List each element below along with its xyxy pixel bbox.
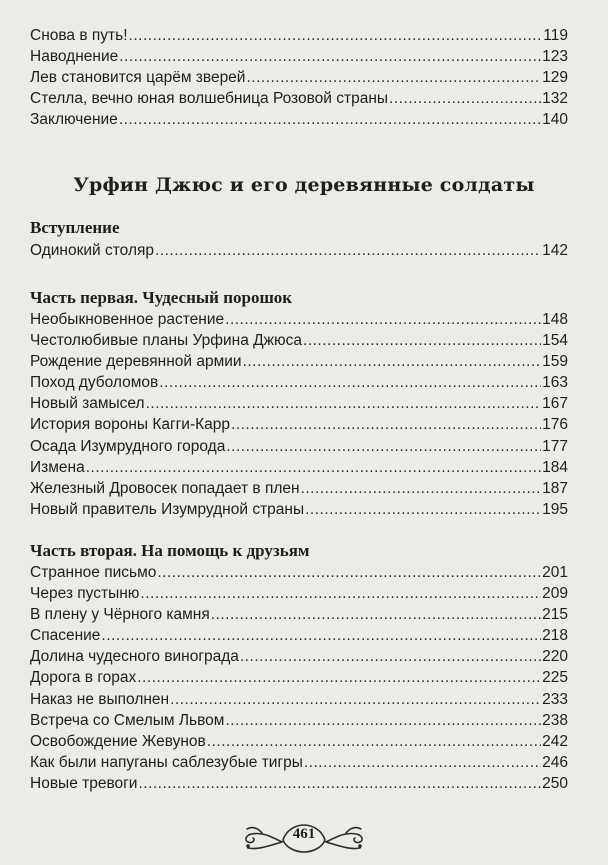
toc-entry-page: 225 <box>542 669 568 687</box>
toc-entry <box>30 604 568 625</box>
toc-leader-dots <box>243 351 542 372</box>
toc-leader-dots <box>231 414 541 435</box>
toc-entry-page: 142 <box>542 242 568 259</box>
part1-heading: Часть первая. Чудесный порошок <box>30 288 293 307</box>
toc-entry-title: Заключение <box>30 111 118 129</box>
toc-entry <box>30 731 568 752</box>
page-number: 461 <box>292 826 316 842</box>
toc-entry <box>30 499 568 520</box>
toc-entry <box>30 372 568 393</box>
toc-leader-dots <box>207 731 541 752</box>
toc-entry-page: 218 <box>542 627 568 645</box>
toc-leader-dots <box>129 25 543 46</box>
toc-entry-page: 233 <box>542 690 568 708</box>
toc-entry <box>30 393 568 414</box>
toc-entry-title: Честолюбивые планы Урфина Джюса <box>30 332 303 350</box>
toc-entry <box>30 773 568 794</box>
toc-leader-dots <box>226 436 541 457</box>
toc-entry <box>30 25 568 46</box>
toc-entry-page: 187 <box>542 479 568 497</box>
toc-entry-title: История вороны Кагги-Карр <box>30 416 231 434</box>
toc-entry <box>30 667 568 688</box>
toc-entry-title: Осада Изумрудного города <box>30 437 226 455</box>
toc-leader-dots <box>159 372 541 393</box>
toc-entry-title: Необыкновенное растение <box>30 311 225 328</box>
toc-entry <box>30 351 568 372</box>
toc-entry-title: В плену у Чёрного камня <box>30 606 210 624</box>
toc-entry-title: Железный Дровосек попадает в плен <box>30 479 300 497</box>
toc-entry <box>30 414 568 435</box>
toc-entry-title: Рождение деревянной армии <box>30 353 242 371</box>
toc-entry-title: Стелла, вечно юная волшебница Розовой страны <box>30 90 389 108</box>
toc-entry <box>30 46 568 67</box>
toc-entry <box>30 710 568 731</box>
toc-leader-dots <box>119 46 541 67</box>
toc-entry-page: 163 <box>542 374 568 392</box>
toc-entry-page: 154 <box>542 332 568 350</box>
toc-leader-dots <box>138 773 541 794</box>
toc-entry <box>30 478 568 499</box>
toc-list-top <box>30 25 568 130</box>
toc-entry-page: 215 <box>542 606 568 624</box>
toc-entry-title: Через пустыню <box>30 585 140 603</box>
toc-entry-title: Как были напуганы саблезубые тигры <box>30 753 303 771</box>
toc-entry <box>30 583 568 604</box>
toc-entry-title: Лев становится царём зверей <box>30 69 246 87</box>
toc-entry-title: Новый замысел <box>30 395 145 413</box>
toc-entry-title: Странное письмо <box>30 564 157 581</box>
toc-list-part2 <box>30 562 568 794</box>
toc-leader-dots <box>146 393 542 414</box>
toc-entry-title: Дорога в горах <box>30 669 137 687</box>
toc-entry-page: 119 <box>543 27 568 44</box>
toc-leader-dots <box>301 478 542 499</box>
book-title: Урфин Джюс и его деревянные солдаты <box>73 174 535 196</box>
toc-entry-page: 129 <box>542 69 568 87</box>
toc-entry-page: 123 <box>542 48 568 66</box>
toc-entry-page: 220 <box>542 648 568 666</box>
toc-entry-title: Измена <box>30 458 85 476</box>
toc-leader-dots <box>137 667 541 688</box>
toc-entry <box>30 67 568 88</box>
toc-entry <box>30 436 568 457</box>
toc-entry-title: Наказ не выполнен <box>30 690 170 708</box>
toc-entry-page: 167 <box>542 395 568 413</box>
toc-leader-dots <box>305 499 541 520</box>
toc-entry <box>30 240 568 261</box>
toc-leader-dots <box>304 752 541 773</box>
toc-leader-dots <box>140 583 541 604</box>
toc-entry-page: 132 <box>542 90 568 108</box>
toc-entry-title: Встреча со Смелым Львом <box>30 711 225 729</box>
toc-leader-dots <box>155 240 541 261</box>
toc-entry <box>30 457 568 478</box>
intro-heading: Вступление <box>30 218 120 237</box>
toc-entry <box>30 309 568 330</box>
toc-entry <box>30 752 568 773</box>
toc-entry-title: Новый правитель Изумрудной страны <box>30 500 305 518</box>
toc-entry-title: Снова в путь! <box>30 27 128 44</box>
toc-leader-dots <box>246 67 541 88</box>
toc-entry <box>30 330 568 351</box>
toc-leader-dots <box>225 309 541 330</box>
toc-entry-page: 246 <box>542 753 568 771</box>
toc-entry-page: 195 <box>542 500 568 518</box>
toc-entry-title: Одинокий столяр <box>30 242 155 259</box>
toc-entry-title: Спасение <box>30 627 101 645</box>
toc-entry-page: 184 <box>542 458 568 476</box>
toc-entry-page: 177 <box>542 437 568 455</box>
toc-list-part1 <box>30 309 568 520</box>
toc-entry-page: 148 <box>542 311 568 328</box>
toc-entry-page: 201 <box>542 564 568 581</box>
toc-entry-title: Освобождение Жевунов <box>30 732 206 750</box>
toc-entry <box>30 88 568 109</box>
toc-entry <box>30 109 568 130</box>
toc-entry-page: 238 <box>542 711 568 729</box>
toc-entry <box>30 646 568 667</box>
toc-leader-dots <box>157 562 541 583</box>
toc-list-intro <box>30 240 568 261</box>
toc-entry-title: Поход дуболомов <box>30 374 159 392</box>
toc-leader-dots <box>101 625 541 646</box>
toc-leader-dots <box>225 710 541 731</box>
toc-leader-dots <box>303 330 541 351</box>
toc-leader-dots <box>211 604 541 625</box>
toc-leader-dots <box>389 88 541 109</box>
toc-entry-title: Наводнение <box>30 48 119 66</box>
toc-leader-dots <box>86 457 541 478</box>
toc-entry <box>30 689 568 710</box>
toc-leader-dots <box>240 646 541 667</box>
toc-entry-title: Долина чудесного винограда <box>30 648 239 666</box>
toc-entry-page: 140 <box>542 111 568 129</box>
toc-leader-dots <box>119 109 541 130</box>
toc-entry-page: 209 <box>542 585 568 603</box>
toc-entry <box>30 562 568 583</box>
toc-leader-dots <box>170 689 541 710</box>
toc-entry-page: 250 <box>542 774 568 792</box>
part2-heading: Часть вторая. На помощь к друзьям <box>30 541 310 560</box>
toc-entry-page: 159 <box>542 353 568 371</box>
toc-entry-page: 176 <box>542 416 568 434</box>
toc-entry-page: 242 <box>542 732 568 750</box>
toc-entry-title: Новые тревоги <box>30 774 138 792</box>
toc-entry <box>30 625 568 646</box>
